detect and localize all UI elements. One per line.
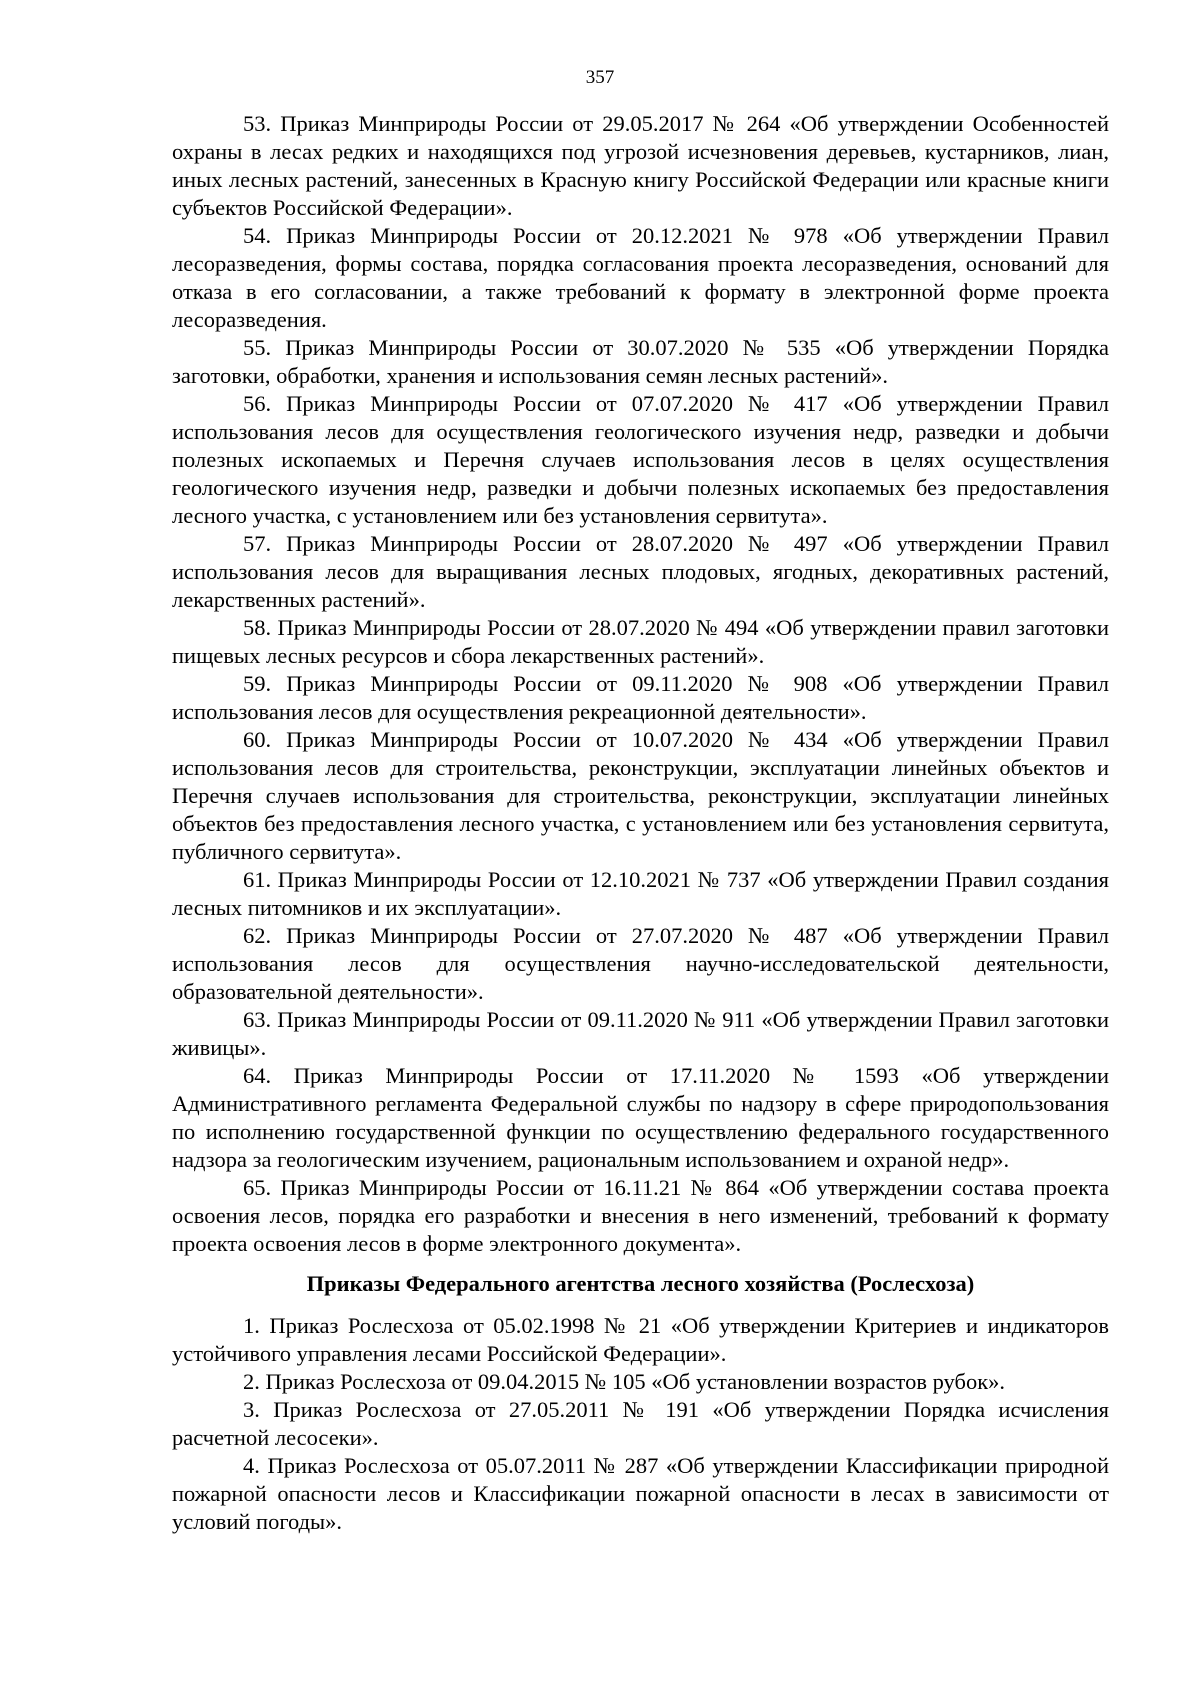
list-item: 64. Приказ Минприроды России от 17.11.2020 № 1593 «Об утверждении Административного регламента Федеральной службы по надзору в сфере природопользования по исполнению государственной функции по осуществлению федерального государственного надзора за геологическим изучением, рациональным использованием и охраной недр». — [172, 1063, 1109, 1172]
list-item: 1. Приказ Рослесхоза от 05.02.1998 № 21 «Об утверждении Критериев и индикаторов устойчивого управления лесами Российской Федерации». — [172, 1313, 1109, 1366]
page-number: 357 — [585, 67, 615, 88]
list-item: 60. Приказ Минприроды России от 10.07.2020 № 434 «Об утверждении Правил использования лесов для строительства, реконструкции, эксплуатации линейных объектов и Перечня случаев использования для строительства, реконструкции, эксплуатации линейных объектов без предоставления лесного участка, с установлением или без установления сервитута, публичного сервитута». — [172, 727, 1109, 864]
list-item: 54. Приказ Минприроды России от 20.12.2021 № 978 «Об утверждении Правил лесоразведения, формы состава, порядка согласования проекта лесоразведения, оснований для отказа в его согласовании, а также требований к формату в электронной форме проекта лесоразведения. — [172, 223, 1109, 332]
list-item: 62. Приказ Минприроды России от 27.07.2020 № 487 «Об утверждении Правил использования лесов для осуществления научно-исследовательской деятельности, образовательной деятельности». — [172, 923, 1109, 1004]
list-item: 58. Приказ Минприроды России от 28.07.2020 № 494 «Об утверждении правил заготовки пищевых лесных ресурсов и сбора лекарственных растений». — [172, 615, 1109, 668]
list-item: 2. Приказ Рослесхоза от 09.04.2015 № 105 «Об установлении возрастов рубок». — [243, 1369, 1006, 1394]
list-item: 63. Приказ Минприроды России от 09.11.2020 № 911 «Об утверждении Правил заготовки живицы». — [172, 1007, 1109, 1060]
list-item: 53. Приказ Минприроды России от 29.05.2017 № 264 «Об утверждении Особенностей охраны в лесах редких и находящихся под угрозой исчезновения деревьев, кустарников, лиан, иных лесных растений, занесенных в Красную книгу Российской Федерации или красные книги субъектов Российской Федерации». — [172, 111, 1109, 220]
list-item: 56. Приказ Минприроды России от 07.07.2020 № 417 «Об утверждении Правил использования лесов для осуществления геологического изучения недр, разведки и добычи полезных ископаемых и Перечня случаев использования лесов в целях осуществления геологического изучения недр, разведки и добычи полезных ископаемых без предоставления лесного участка, с установлением или без установления сервитута». — [172, 391, 1109, 528]
document-body — [172, 110, 1109, 1536]
list-item: 57. Приказ Минприроды России от 28.07.2020 № 497 «Об утверждении Правил использования лесов для выращивания лесных плодовых, ягодных, декоративных растений, лекарственных растений». — [172, 531, 1109, 612]
list-item: 3. Приказ Рослесхоза от 27.05.2011 № 191 «Об утверждении Порядка исчисления расчетной лесосеки». — [172, 1397, 1109, 1450]
section-heading: Приказы Федерального агентства лесного хозяйства (Рослесхоза) — [306, 1271, 975, 1296]
list-item: 59. Приказ Минприроды России от 09.11.2020 № 908 «Об утверждении Правил использования лесов для осуществления рекреационной деятельности». — [172, 671, 1109, 724]
list-item: 61. Приказ Минприроды России от 12.10.2021 № 737 «Об утверждении Правил создания лесных питомников и их эксплуатации». — [172, 867, 1109, 920]
list-item: 65. Приказ Минприроды России от 16.11.21 № 864 «Об утверждении состава проекта освоения лесов, порядка его разработки и внесения в него изменений, требований к формату проекта освоения лесов в форме электронного документа». — [172, 1175, 1109, 1256]
list-item: 55. Приказ Минприроды России от 30.07.2020 № 535 «Об утверждении Порядка заготовки, обработки, хранения и использования семян лесных растений». — [172, 335, 1109, 388]
list-item: 4. Приказ Рослесхоза от 05.07.2011 № 287 «Об утверждении Классификации природной пожарной опасности лесов и Классификации пожарной опасности в лесах в зависимости от условий погоды». — [172, 1453, 1109, 1534]
